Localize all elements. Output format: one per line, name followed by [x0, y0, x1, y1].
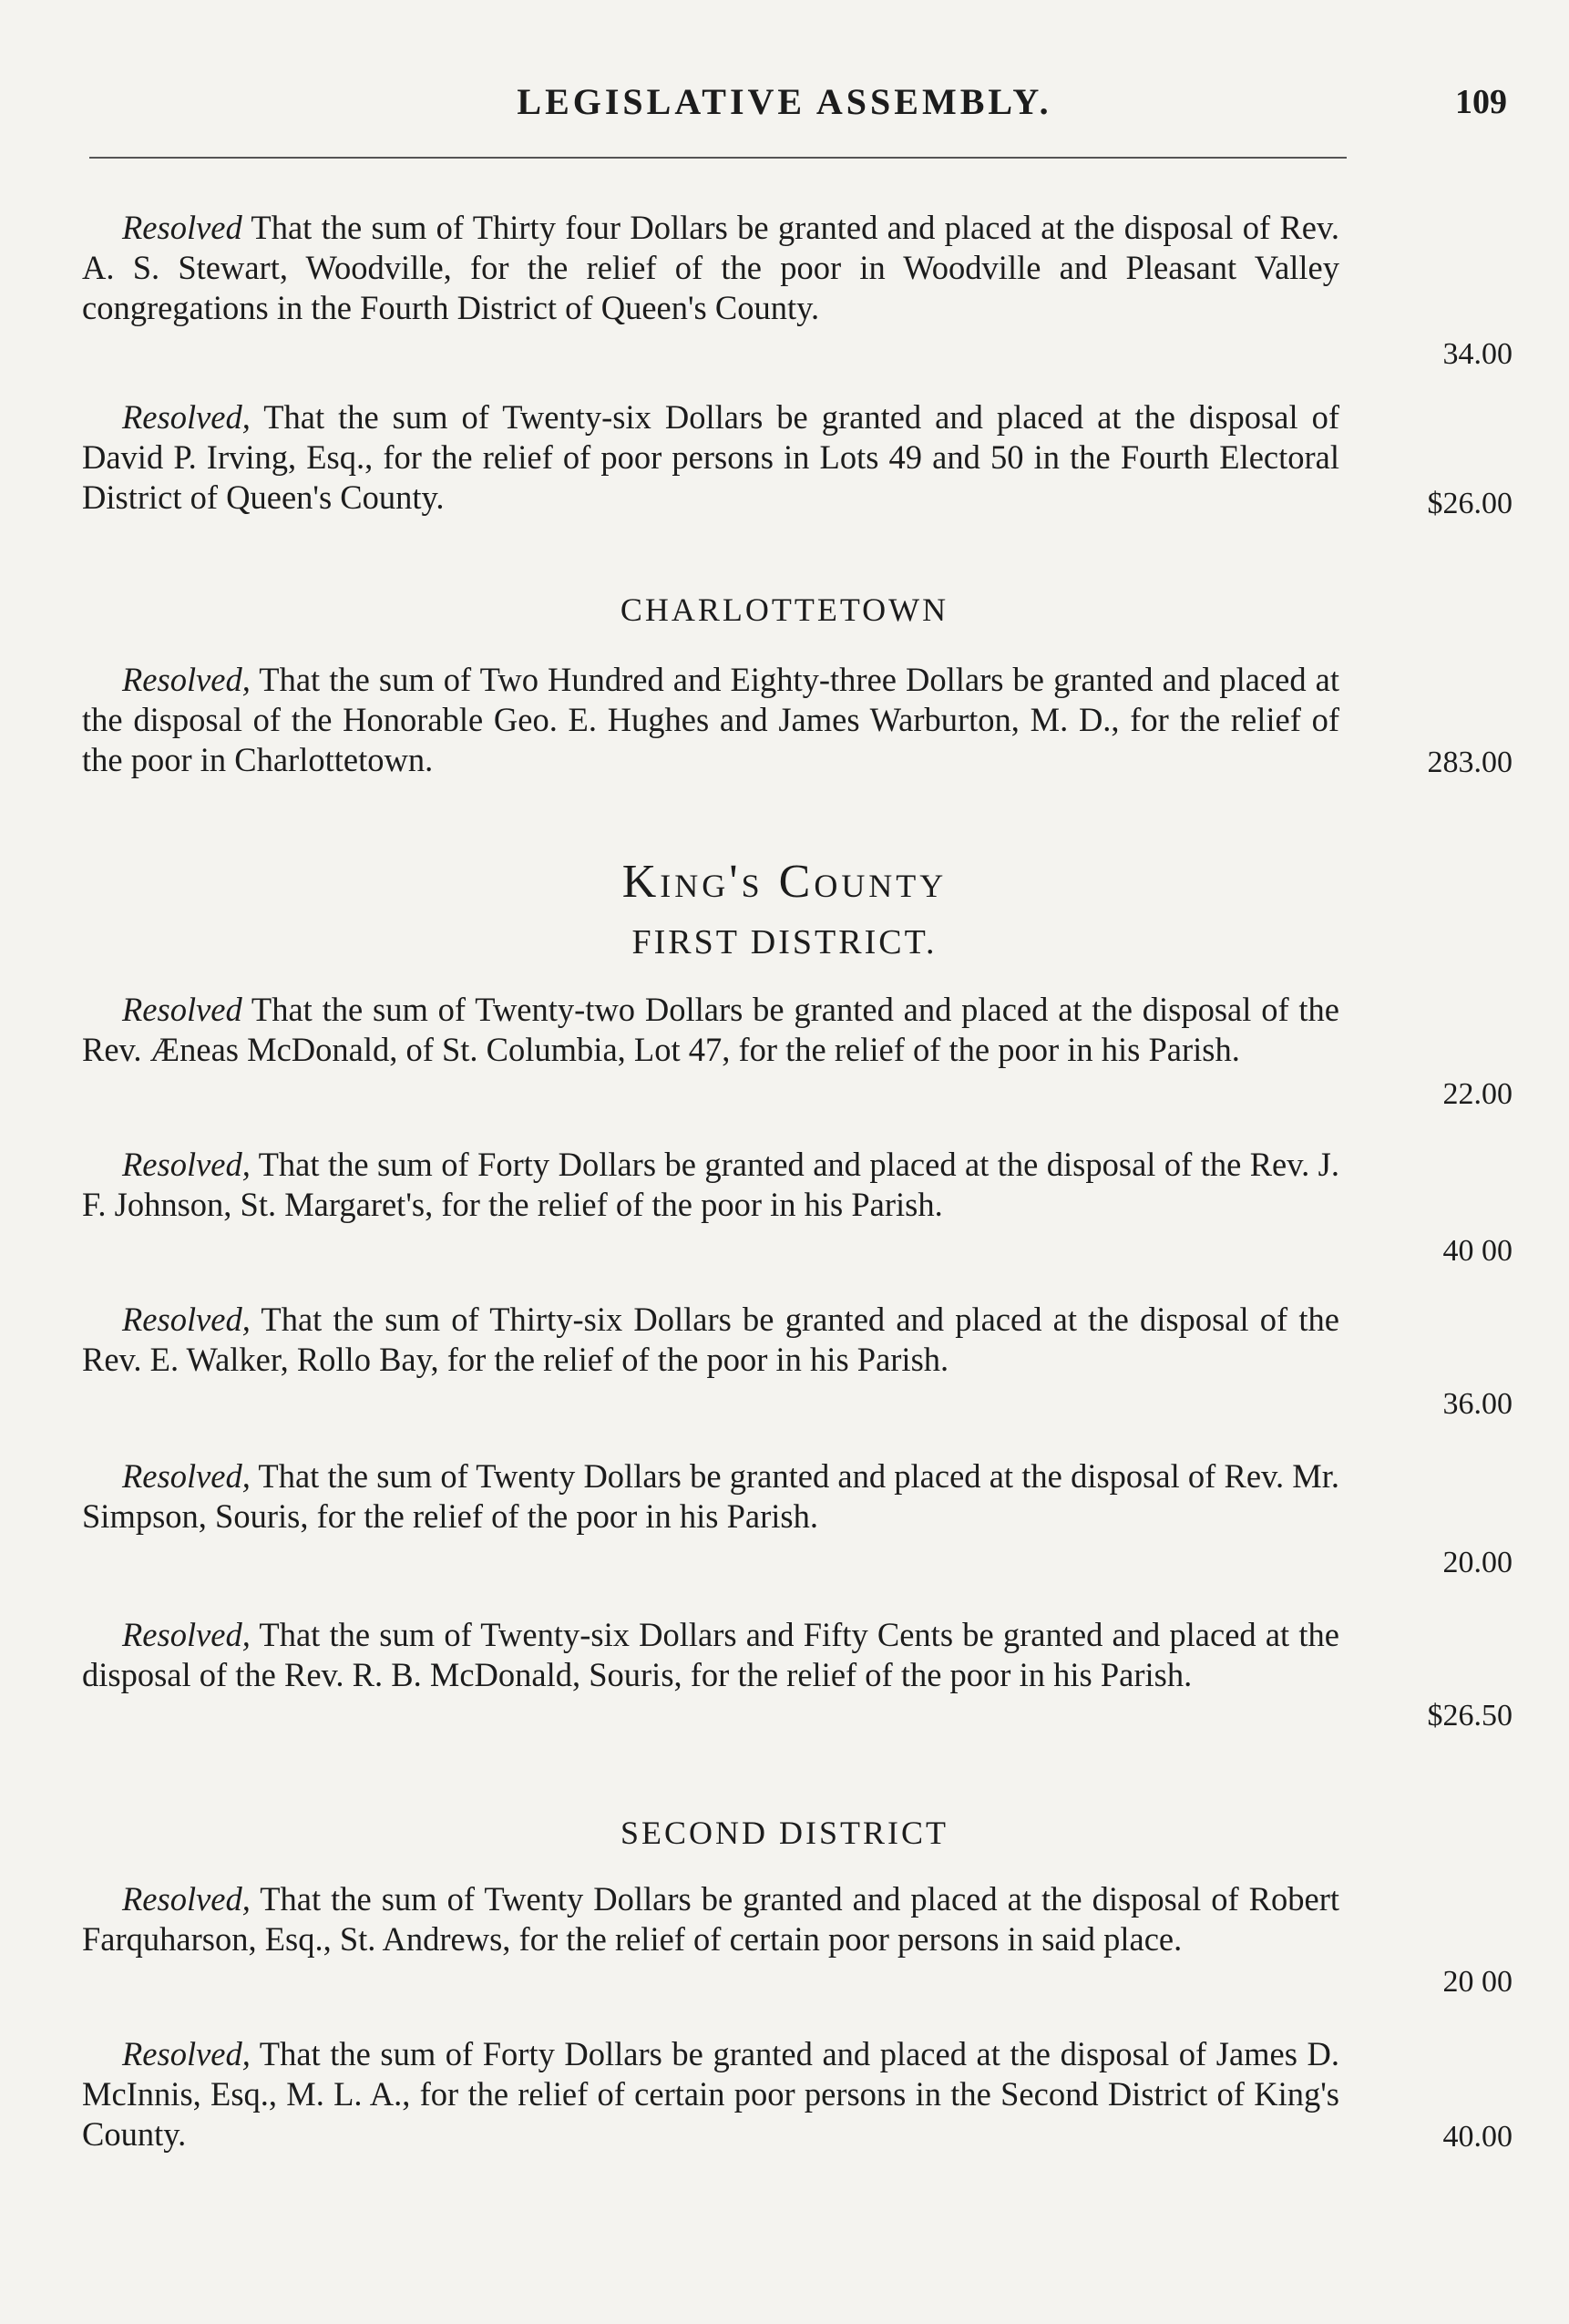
- resolved-word: Resolved,: [122, 1146, 251, 1183]
- resolution-text: [82, 1615, 1339, 1695]
- resolution-body: That the sum of Forty Dollars be granted and placed at the disposal of James D. McInnis, Esq., M. L. A., for the relief of certain poor persons in the Second District of King's County.: [82, 2035, 1339, 2153]
- resolution-entry: [82, 1879, 1339, 1959]
- resolution-entry: [82, 397, 1339, 518]
- amount: 36.00: [1442, 1387, 1513, 1421]
- section-heading-charlottetown: CHARLOTTETOWN: [620, 591, 949, 628]
- district-heading-first: FIRST DISTRICT.: [631, 923, 938, 961]
- page-header: [0, 80, 1569, 135]
- resolution-entry: [82, 660, 1339, 780]
- amount: $26.50: [1427, 1699, 1513, 1733]
- resolution-text: [82, 397, 1339, 518]
- amount: 20 00: [1442, 1965, 1513, 1999]
- county-heading: King's County: [621, 856, 948, 908]
- district-heading-second: SECOND DISTRICT: [620, 1815, 949, 1851]
- resolution-entry: [82, 1145, 1339, 1225]
- resolution-body: That the sum of Twenty-six Dollars and Fifty Cents be granted and placed at the disposal of the Rev. R. B. McDonald, Souris, for the relief of the poor in his Parish.: [82, 1616, 1339, 1693]
- resolution-text: [82, 990, 1339, 1070]
- resolution-entry: [82, 208, 1339, 328]
- resolved-word: Resolved,: [122, 2035, 251, 2072]
- resolution-body: That the sum of Thirty four Dollars be granted and placed at the disposal of Rev. A. S. Stewart, Woodville, for the relief of the poor in Woodville and Pleasant Valley congregations in the Fourth District of Queen's County.: [82, 209, 1339, 326]
- resolution-text: [82, 1300, 1339, 1380]
- resolved-word: Resolved,: [122, 1301, 251, 1338]
- resolved-word: Resolved,: [122, 1616, 251, 1653]
- resolution-body: That the sum of Thirty-six Dollars be granted and placed at the disposal of the Rev. E. Walker, Rollo Bay, for the relief of the poor in his Parish.: [82, 1301, 1339, 1378]
- resolution-text: [82, 660, 1339, 780]
- resolved-word: Resolved: [122, 209, 242, 246]
- amount: 20.00: [1442, 1546, 1513, 1579]
- resolution-text: [82, 1456, 1339, 1537]
- header-rule: [89, 157, 1347, 159]
- resolution-body: That the sum of Forty Dollars be granted and placed at the disposal of the Rev. J. F. Johnson, St. Margaret's, for the relief of the poor in his Parish.: [82, 1146, 1339, 1223]
- resolution-text: [82, 1145, 1339, 1225]
- running-head: LEGISLATIVE ASSEMBLY.: [517, 81, 1052, 122]
- resolution-body: That the sum of Twenty Dollars be granted and placed at the disposal of Robert Farquharson, Esq., St. Andrews, for the relief of certain poor persons in said place.: [82, 1880, 1339, 1958]
- amount: 34.00: [1442, 337, 1513, 371]
- amount: 40.00: [1442, 2120, 1513, 2154]
- amount: 22.00: [1442, 1077, 1513, 1111]
- resolved-word: Resolved: [122, 991, 242, 1028]
- amount: $26.00: [1427, 487, 1513, 520]
- resolved-word: Resolved,: [122, 661, 251, 698]
- amount: 40 00: [1442, 1234, 1513, 1268]
- resolved-word: Resolved,: [122, 1457, 251, 1495]
- resolution-entry: [82, 1456, 1339, 1537]
- resolved-word: Resolved,: [122, 398, 251, 436]
- page-number: 109: [1455, 83, 1507, 121]
- resolution-text: [82, 1879, 1339, 1959]
- resolution-body: That the sum of Twenty-six Dollars be granted and placed at the disposal of David P. Irving, Esq., for the relief of poor persons in Lots 49 and 50 in the Fourth Electoral District of Queen's County.: [82, 398, 1339, 516]
- resolution-body: That the sum of Twenty-two Dollars be granted and placed at the disposal of the Rev. Æneas McDonald, of St. Columbia, Lot 47, for the relief of the poor in his Parish.: [82, 991, 1339, 1068]
- amount: 283.00: [1427, 746, 1513, 779]
- resolution-entry: [82, 1615, 1339, 1695]
- resolution-body: That the sum of Twenty Dollars be granted and placed at the disposal of Rev. Mr. Simpson, Souris, for the relief of the poor in his Parish.: [82, 1457, 1339, 1535]
- resolution-text: [82, 2034, 1339, 2154]
- resolution-entry: [82, 1300, 1339, 1380]
- resolution-entry: [82, 2034, 1339, 2154]
- resolution-body: That the sum of Two Hundred and Eighty-three Dollars be granted and placed at the disposal of the Honorable Geo. E. Hughes and James Warburton, M. D., for the relief of the poor in Charlottetown.: [82, 661, 1339, 778]
- resolution-text: [82, 208, 1339, 328]
- resolution-entry: [82, 990, 1339, 1070]
- resolved-word: Resolved,: [122, 1880, 251, 1918]
